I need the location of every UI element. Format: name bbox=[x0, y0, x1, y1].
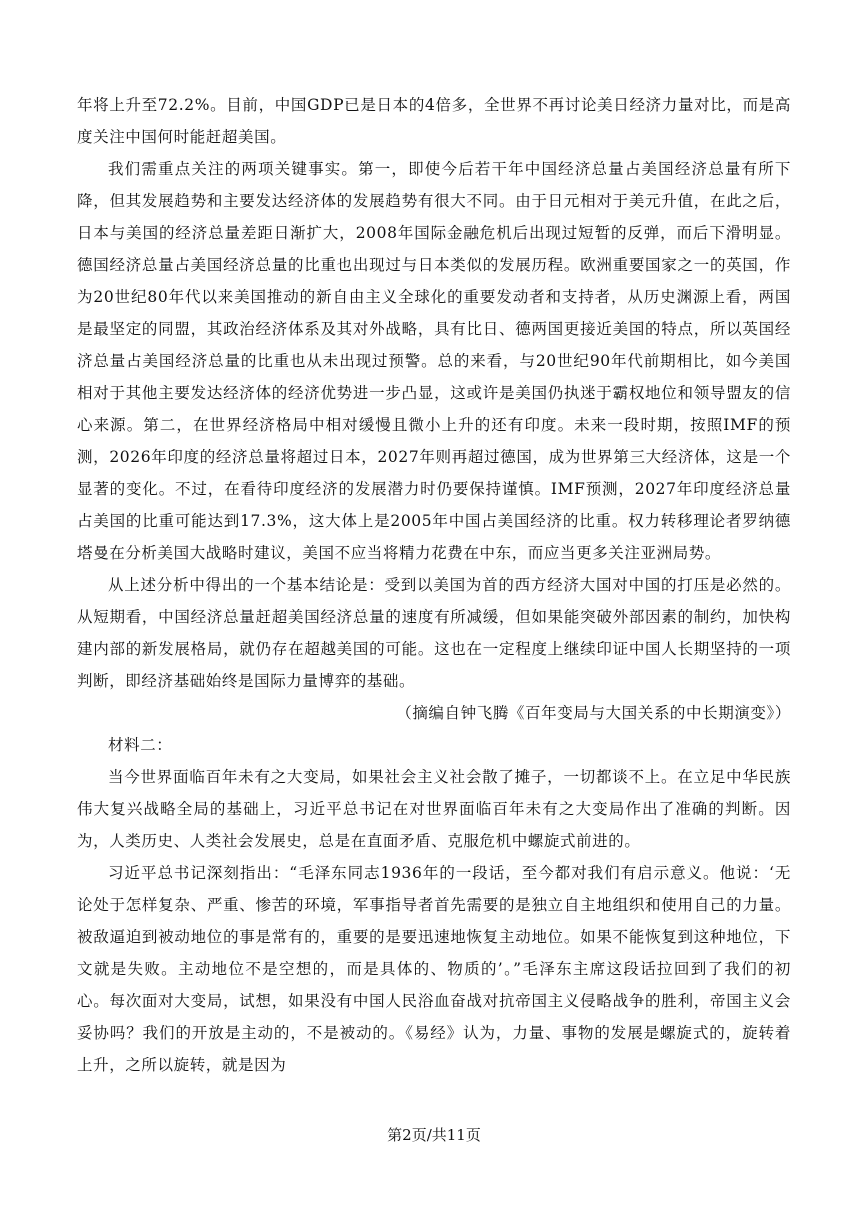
paragraph-3: 从上述分析中得出的一个基本结论是：受到以美国为首的西方经济大国对中国的打压是必然的。从短期看，中国经济总量赶超美国经济总量的速度有所减缓，但如果能突破外部因素的制约，加快构建内部的新发展格局，就仍存在超越美国的可能。这也在一定程度上继续印证中国人长期坚持的一项判断，即经济基础始终是国际力量博弈的基础。 bbox=[77, 576, 791, 690]
paragraph-5: 习近平总书记深刻指出：“毛泽东同志1936年的一段话，至今都对我们有启示意义。他说：‘无论处于怎样复杂、严重、惨苦的环境，军事指导者首先需要的是独立自主地组织和使用自己的力量。被敌逼迫到被动地位的事是常有的，重要的是要迅速地恢复主动地位。如果不能恢复到这种地位，下文就是失败。主动地位不是空想的，而是具体的、物质的’。”毛泽东主席这段话拉回到了我们的初心。每次面对大变局，试想，如果没有中国人民浴血奋战对抗帝国主义侵略战争的胜利，帝国主义会妥协吗？我们的开放是主动的，不是被动的。《易经》认为，力量、事物的发展是螺旋式的，旋转着上升，之所以旋转，就是因为 bbox=[77, 864, 791, 1074]
paragraph-4: 当今世界面临百年未有之大变局，如果社会主义社会散了摊子，一切都谈不上。在立足中华民族伟大复兴战略全局的基础上，习近平总书记在对世界面临百年未有之大变局作出了准确的判断。因为，人类历史、人类社会发展史，总是在直面矛盾、克服危机中螺旋式前进的。 bbox=[77, 768, 791, 850]
paragraph-2: 我们需重点关注的两项关键事实。第一，即使今后若干年中国经济总量占美国经济总量有所下降，但其发展趋势和主要发达经济体的发展趋势有很大不同。由于日元相对于美元升值，在此之后，日本与美国的经济总量差距日渐扩大，2008年国际金融危机后出现过短暂的反弹，而后下滑明显。德国经济总量占美国经济总量的比重也出现过与日本类似的发展历程。欧洲重要国家之一的英国，作为20世纪80年代以来美国推动的新自由主义全球化的重要发动者和支持者，从历史渊源上看，两国是最坚定的同盟，其政治经济体系及其对外战略，具有比日、德两国更接近美国的特点，所以英国经济总量占美国经济总量的比重也从未出现过预警。总的来看，与20世纪90年代前期相比，如今美国相对于其他主要发达经济体的经济优势进一步凸显，这或许是美国仍执迷于霸权地位和领导盟友的信心来源。第二，在世界经济格局中相对缓慢且微小上升的还有印度。未来一段时期，按照IMF的预测，2026年印度的经济总量将超过日本，2027年则再超过德国，成为世界第三大经济体，这是一个显著的变化。不过，在看待印度经济的发展潜力时仍要保持谨慎。IMF预测，2027年印度经济总量占美国的比重可能达到17.3%，这大体上是2005年中国占美国经济的比重。权力转移理论者罗纳德塔曼在分析美国大战略时建议，美国不应当将精力花费在中东，而应当更多关注亚洲局势。 bbox=[77, 160, 791, 562]
material-label: 材料二： bbox=[108, 736, 173, 754]
paragraph-1: 年将上升至72.2%。目前，中国GDP已是日本的4倍多，全世界不再讨论美日经济力量对比，而是高度关注中国何时能赶超美国。 bbox=[77, 96, 791, 146]
document-body bbox=[77, 89, 791, 1081]
source-citation: （摘编自钟飞腾《百年变局与大国关系的中长期演变》） bbox=[396, 704, 791, 722]
page-number: 第2页/共11页 bbox=[387, 1126, 481, 1144]
